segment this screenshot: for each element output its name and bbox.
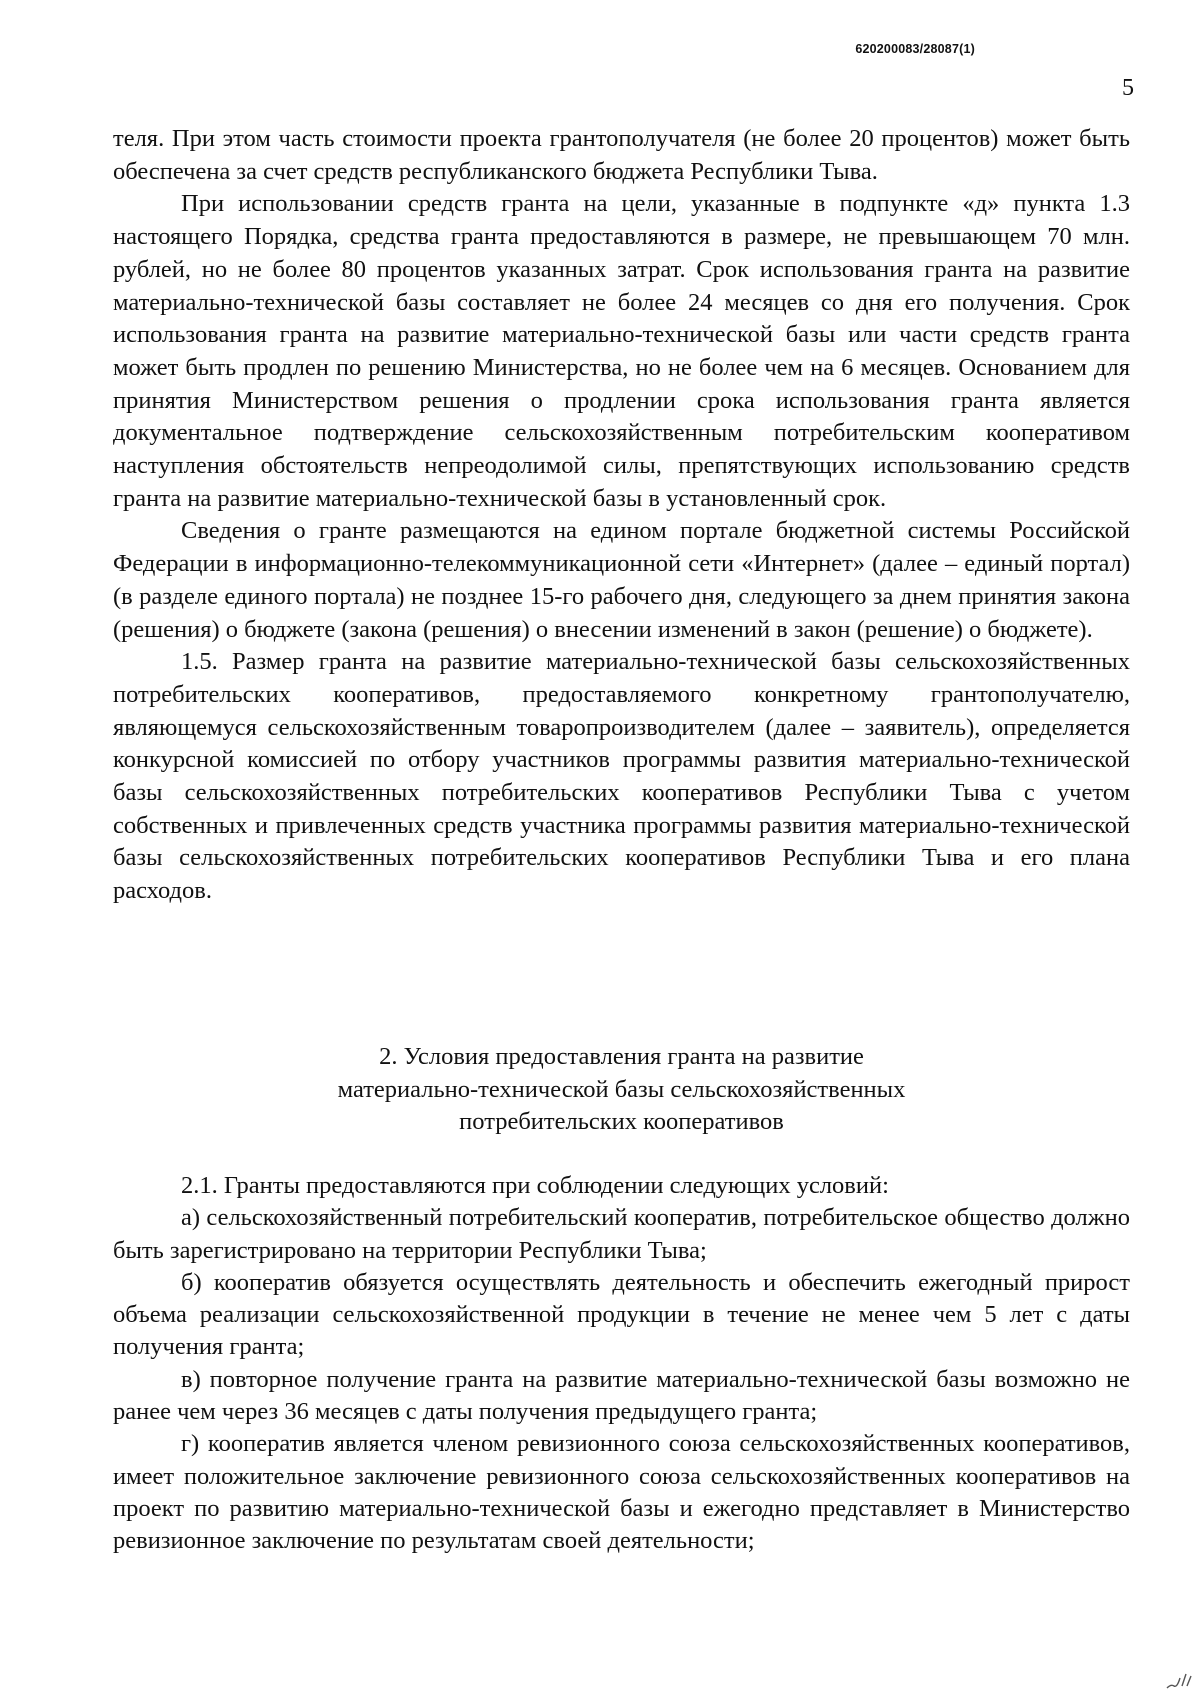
condition-a: а) сельскохозяйственный потребительский кооператив, потребительское общество должно быть зарегистрировано на территории Республики Тыва; — [113, 1204, 1130, 1264]
section-2-heading — [113, 1041, 1130, 1139]
page-number: 5 — [1122, 75, 1134, 101]
document-id: 620200083/28087(1) — [855, 42, 975, 56]
paragraph-grant-info: Сведения о гранте размещаются на едином портале бюджетной системы Российской Федерации в информационно-телекоммуникационной сети «Интернет» (далее – единый портал) (в разделе единого портала) не позднее 15-го рабочего дня, следующего за днем принятия закона (решения) о бюджете (закона (решения) о внесении изменений в закон (решение) о бюджете). — [113, 517, 1130, 643]
condition-v: в) повторное получение гранта на развитие материально-технической базы возможно не ранее чем через 36 месяцев с даты получения предыдущего гранта; — [113, 1365, 1130, 1426]
heading-line: 2. Условия предоставления гранта на развитие — [379, 1043, 864, 1070]
condition-b: б) кооператив обязуется осуществлять деятельность и обеспечить ежегодный прирост объема реализации сельскохозяйственной продукции в течение не менее чем 5 лет с даты получения гранта; — [113, 1268, 1130, 1361]
handwritten-mark — [1165, 1668, 1195, 1692]
section-1-text — [113, 123, 1130, 908]
heading-line: потребительских кооперативов — [459, 1108, 784, 1136]
section-2-text — [113, 1170, 1130, 1558]
heading-line: материально-технической базы сельскохозяйственных — [337, 1075, 906, 1103]
paragraph-1-5: 1.5. Размер гранта на развитие материально-технической базы сельскохозяйственных потребительских кооперативов, предоставляемого конкретному грантополучателю, являющемуся сельскохозяйственным товаропроизводителем (далее – заявитель), определяется конкурсной комиссией по отбору участников программы развития материально-технической базы сельскохозяйственных потребительских кооперативов Республики Тыва с учетом собственных и привлеченных средств участника программы развития материально-технической базы сельскохозяйственных потребительских кооперативов Республики Тыва и его плана расходов. — [113, 648, 1130, 905]
condition-g: г) кооператив является членом ревизионного союза сельскохозяйственных кооперативов, имеет положительное заключение ревизионного союза сельскохозяйственных кооперативов на проект по развитию материально-технической базы и ежегодно представляет в Министерство ревизионное заключение по результатам своей деятельности; — [113, 1430, 1130, 1555]
paragraph-continuation: теля. При этом часть стоимости проекта грантополучателя (не более 20 процентов) может быть обеспечена за счет средств республиканского бюджета Республики Тыва. — [113, 125, 1130, 185]
paragraph-2-1: 2.1. Гранты предоставляются при соблюдении следующих условий: — [181, 1172, 889, 1199]
paragraph-grant-usage: При использовании средств гранта на цели, указанные в подпункте «д» пункта 1.3 настоящего Порядка, средства гранта предоставляются в размере, не превышающем 70 млн. рублей, но не более 80 процентов указанных затрат. Срок использования гранта на развитие материально-технической базы составляет не более 24 месяцев со дня его получения. Срок использования гранта на развитие материально-технической базы или части средств гранта может быть продлен по решению Министерства, но не более чем на 6 месяцев. Основанием для принятия Министерством решения о продлении срока использования гранта является документальное подтверждение сельскохозяйственным потребительским кооперативом наступления обстоятельств непреодолимой силы, препятствующих использованию средств гранта на развитие материально-технической базы в установленный срок. — [113, 190, 1130, 512]
